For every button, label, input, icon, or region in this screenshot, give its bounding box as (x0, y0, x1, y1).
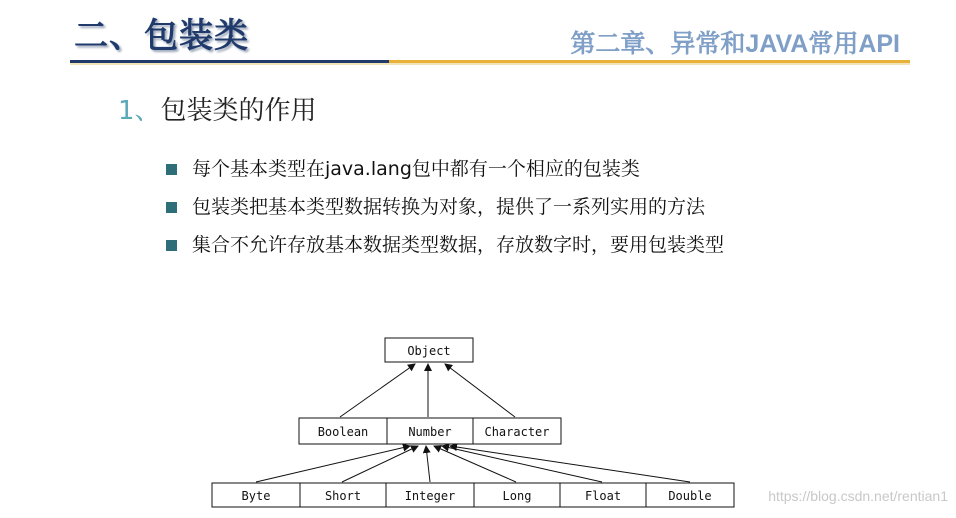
arrow-long-number (434, 446, 516, 482)
section-heading (118, 90, 317, 127)
bullet-list (166, 154, 724, 268)
bullet-text: 每个基本类型在java.lang包中都有一个相应的包装类 (192, 158, 640, 180)
node-long-label: Long (502, 489, 532, 503)
arrow-double-number (450, 446, 690, 482)
bullet-item (166, 192, 724, 230)
watermark: https://blog.csdn.net/rentian1 (768, 488, 948, 504)
node-number-label: Number (408, 425, 452, 439)
node-object (385, 338, 473, 362)
square-bullet-icon (166, 240, 177, 251)
node-float-label: Float (584, 489, 622, 503)
chapter-title: 第二章、异常和JAVA常用API (570, 30, 900, 58)
node-character-label: Character (484, 425, 550, 439)
header-divider-shadow (70, 63, 910, 65)
node-byte-label: Byte (241, 489, 271, 503)
node-integer-label: Integer (404, 489, 456, 503)
node-double-label: Double (668, 489, 712, 503)
bullet-text: 集合不允许存放基本数据类型数据，存放数字时，要用包装类型 (192, 234, 725, 256)
bullet-text: 包装类把基本类型数据转换为对象，提供了一系列实用的方法 (192, 196, 706, 218)
slide-title: 二、包装类 (74, 16, 249, 56)
arrow-character-object (445, 364, 515, 417)
square-bullet-icon (166, 164, 177, 175)
level3-nodes (212, 483, 734, 507)
arrow-boolean-object (340, 364, 415, 417)
arrow-float-number (442, 446, 602, 482)
section-number: 1、 (118, 96, 161, 126)
arrow-integer-number (426, 446, 430, 482)
level2-nodes (299, 418, 561, 444)
class-hierarchy-diagram (190, 278, 750, 514)
node-boolean-label: Boolean (317, 425, 369, 439)
bullet-item (166, 154, 724, 192)
hierarchy-svg (190, 278, 750, 514)
arrow-short-number (342, 446, 418, 482)
node-object-label: Object (407, 344, 451, 358)
bullet-item (166, 230, 724, 268)
square-bullet-icon (166, 202, 177, 213)
node-short-label: Short (324, 489, 362, 503)
arrow-byte-number (256, 446, 410, 482)
section-title: 包装类的作用 (160, 96, 317, 126)
